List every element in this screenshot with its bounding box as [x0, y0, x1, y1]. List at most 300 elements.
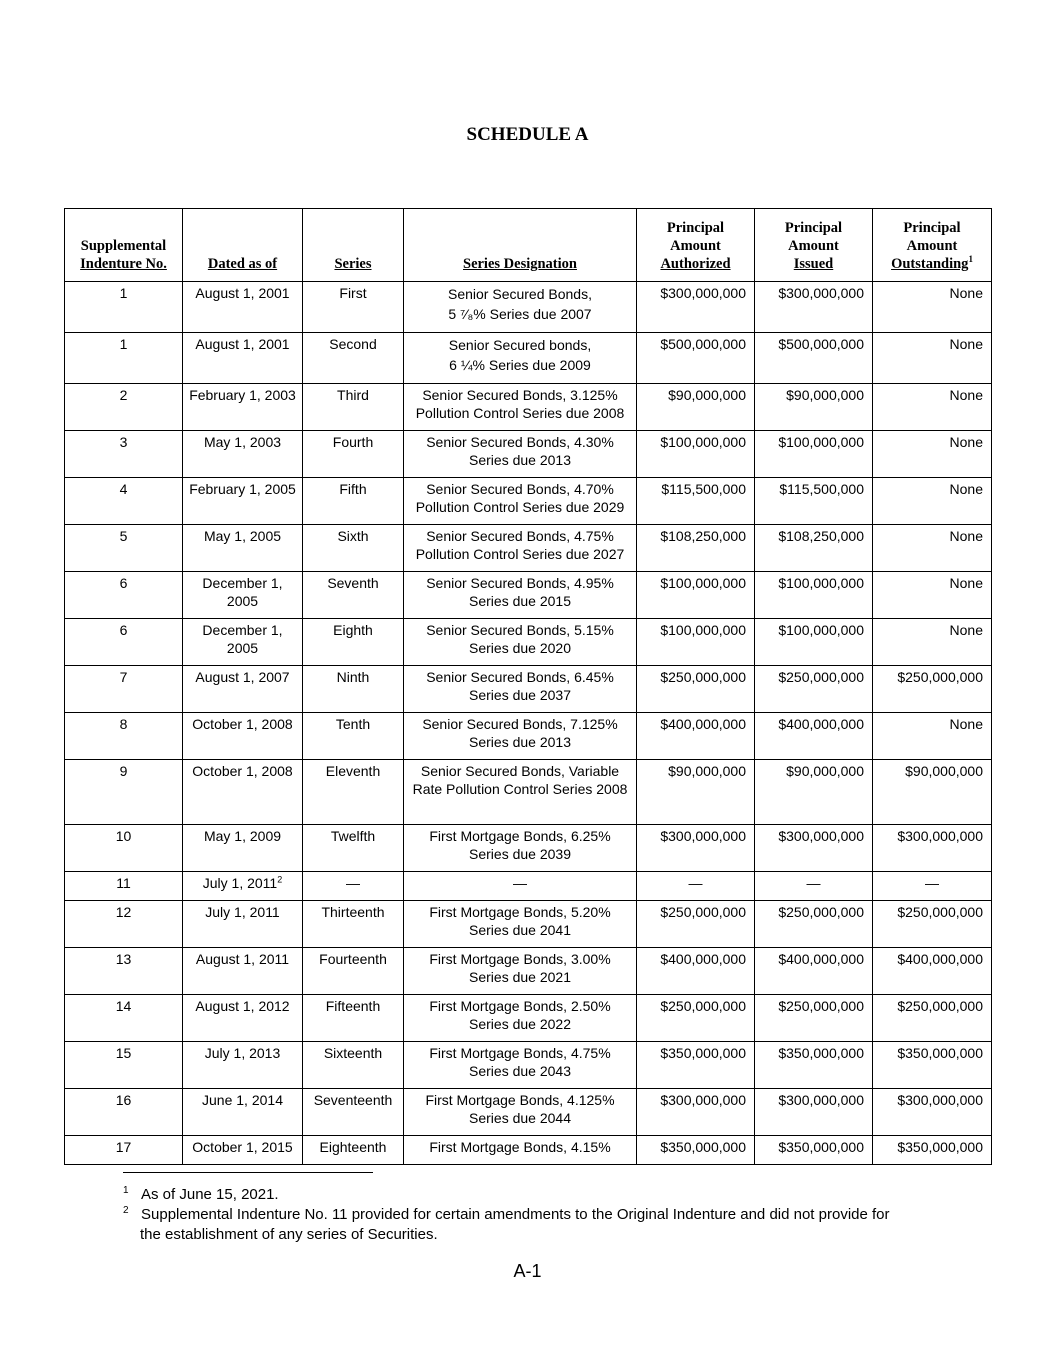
- cell-indenture-no: [65, 572, 183, 619]
- cell-dated-text: October 1, 2015: [192, 1139, 293, 1155]
- cell-amount-outstanding-text: $350,000,000: [897, 1139, 983, 1155]
- cell-amount-issued: [755, 1136, 873, 1165]
- cell-amount-authorized: [637, 872, 755, 901]
- cell-amount-outstanding-text: None: [949, 481, 983, 497]
- cell-amount-authorized: [637, 282, 755, 333]
- cell-designation: [404, 1089, 637, 1136]
- cell-amount-authorized-text: $100,000,000: [660, 434, 746, 450]
- cell-designation: [404, 948, 637, 995]
- cell-indenture-no-text: 12: [115, 904, 132, 920]
- cell-amount-issued: [755, 760, 873, 825]
- cell-amount-outstanding-text: $250,000,000: [897, 904, 983, 920]
- cell-indenture-no-text: 11: [116, 875, 131, 891]
- cell-designation: [404, 901, 637, 948]
- cell-series: [303, 384, 404, 431]
- cell-amount-authorized-text: $250,000,000: [660, 998, 746, 1014]
- cell-series-text: Second: [329, 336, 377, 352]
- cell-indenture-no-text: 3: [119, 434, 128, 450]
- table-row: [65, 666, 992, 713]
- cell-series: [303, 713, 404, 760]
- cell-series-text: Eighteenth: [319, 1139, 387, 1155]
- cell-dated-text: October 1, 2008: [192, 716, 293, 732]
- cell-amount-issued-text: $350,000,000: [778, 1045, 864, 1061]
- cell-amount-authorized: [637, 1136, 755, 1165]
- cell-series: [303, 872, 404, 901]
- cell-indenture-no: [65, 995, 183, 1042]
- cell-amount-outstanding-text: $300,000,000: [897, 828, 983, 844]
- cell-dated: [183, 1089, 303, 1136]
- cell-indenture-no: [65, 384, 183, 431]
- cell-amount-issued: [755, 825, 873, 872]
- cell-amount-authorized-text: $250,000,000: [660, 904, 746, 920]
- cell-designation-text: First Mortgage Bonds, 4.15%: [429, 1139, 611, 1155]
- cell-series-text: Seventeenth: [313, 1092, 393, 1108]
- cell-indenture-no-text: 16: [115, 1092, 132, 1108]
- cell-dated-text: May 1, 2009: [203, 828, 282, 844]
- cell-amount-authorized-text: $350,000,000: [660, 1139, 746, 1155]
- table-row: [65, 825, 992, 872]
- cell-amount-authorized: [637, 825, 755, 872]
- cell-amount-issued: [755, 478, 873, 525]
- cell-designation-text: Senior Secured Bonds, 4.70% Pollution Control Series due 2029: [415, 481, 625, 515]
- cell-designation: [404, 478, 637, 525]
- cell-designation-text: Senior Secured Bonds, 4.30% Series due 2013: [426, 434, 614, 468]
- cell-designation-text: —: [513, 875, 527, 891]
- cell-indenture-no: [65, 872, 183, 901]
- cell-dated: [183, 478, 303, 525]
- cell-indenture-no-text: 5: [119, 528, 128, 544]
- cell-amount-authorized: [637, 1089, 755, 1136]
- cell-amount-authorized: [637, 333, 755, 384]
- cell-indenture-no: [65, 1089, 183, 1136]
- cell-amount-outstanding-text: $300,000,000: [897, 1092, 983, 1108]
- cell-amount-authorized-text: $300,000,000: [660, 285, 746, 301]
- table-row: [65, 872, 992, 901]
- cell-amount-issued-text: —: [806, 875, 821, 891]
- cell-amount-authorized: [637, 525, 755, 572]
- cell-indenture-no: [65, 713, 183, 760]
- cell-amount-authorized: [637, 384, 755, 431]
- cell-amount-issued: [755, 995, 873, 1042]
- cell-series: [303, 760, 404, 825]
- table-row: [65, 572, 992, 619]
- cell-amount-outstanding-text: None: [949, 434, 983, 450]
- cell-amount-issued: [755, 1042, 873, 1089]
- header-series-label: Series: [334, 256, 372, 272]
- table-row: [65, 948, 992, 995]
- table-header-row: [65, 209, 992, 282]
- cell-amount-authorized: [637, 760, 755, 825]
- header-designation-label: Series Designation: [463, 256, 577, 272]
- cell-dated: [183, 525, 303, 572]
- cell-amount-authorized: [637, 948, 755, 995]
- cell-indenture-no-text: 13: [115, 951, 132, 967]
- cell-amount-authorized: [637, 431, 755, 478]
- cell-amount-authorized-text: $350,000,000: [660, 1045, 746, 1061]
- cell-amount-authorized: [637, 572, 755, 619]
- cell-indenture-no: [65, 1136, 183, 1165]
- cell-series-text: Thirteenth: [321, 904, 385, 920]
- header-issued-line3: Issued: [793, 256, 834, 272]
- cell-indenture-no-text: 10: [115, 828, 132, 844]
- cell-indenture-no-text: 6: [119, 622, 128, 638]
- cell-amount-issued-text: $350,000,000: [778, 1139, 864, 1155]
- cell-series: [303, 948, 404, 995]
- footnote-separator: [123, 1172, 373, 1173]
- cell-amount-outstanding: [873, 431, 992, 478]
- table-row: [65, 1136, 992, 1165]
- cell-series: [303, 825, 404, 872]
- cell-amount-outstanding: [873, 760, 992, 825]
- cell-amount-outstanding: [873, 825, 992, 872]
- cell-designation: [404, 995, 637, 1042]
- cell-series-text: Sixteenth: [323, 1045, 383, 1061]
- table-row: [65, 1042, 992, 1089]
- cell-designation-text: Senior Secured Bonds, 5.15% Series due 2020: [426, 622, 614, 656]
- header-indenture-no: [65, 209, 183, 282]
- cell-series: [303, 1136, 404, 1165]
- cell-series: [303, 478, 404, 525]
- cell-amount-authorized: [637, 619, 755, 666]
- cell-indenture-no: [65, 1042, 183, 1089]
- schedule-title: SCHEDULE A: [466, 124, 589, 145]
- cell-indenture-no-text: 9: [119, 763, 128, 779]
- cell-series-text: Tenth: [335, 716, 371, 732]
- table-row: [65, 901, 992, 948]
- cell-designation: [404, 825, 637, 872]
- cell-dated: [183, 1042, 303, 1089]
- cell-series-text: Third: [337, 387, 369, 403]
- cell-amount-outstanding: [873, 572, 992, 619]
- cell-dated-text: February 1, 2005: [189, 481, 296, 497]
- cell-amount-issued: [755, 666, 873, 713]
- cell-series: [303, 666, 404, 713]
- cell-dated: [183, 948, 303, 995]
- cell-indenture-no: [65, 619, 183, 666]
- cell-indenture-no-text: 4: [119, 481, 128, 497]
- cell-dated-text: May 1, 2003: [203, 434, 282, 450]
- cell-dated-text: July 1, 2011: [205, 904, 280, 920]
- cell-amount-issued-text: $115,500,000: [779, 481, 864, 497]
- cell-designation-text: First Mortgage Bonds, 3.00% Series due 2021: [429, 951, 611, 985]
- table-row: [65, 384, 992, 431]
- cell-amount-outstanding: [873, 384, 992, 431]
- cell-amount-authorized-text: $100,000,000: [660, 622, 746, 638]
- cell-dated-text: December 1, 2005: [202, 575, 283, 609]
- cell-indenture-no-text: 6: [119, 575, 128, 591]
- table-row: [65, 478, 992, 525]
- cell-series-text: Ninth: [336, 669, 370, 685]
- cell-indenture-no-text: 17: [115, 1139, 132, 1155]
- cell-amount-issued-text: $90,000,000: [786, 387, 864, 403]
- cell-amount-authorized: [637, 478, 755, 525]
- cell-dated-text: October 1, 2008: [192, 763, 293, 779]
- cell-indenture-no: [65, 666, 183, 713]
- cell-amount-outstanding-text: None: [949, 528, 983, 544]
- cell-designation-line2: 6 ¼% Series due 2009: [449, 357, 591, 373]
- cell-designation: [404, 713, 637, 760]
- cell-amount-issued-text: $100,000,000: [778, 575, 864, 591]
- cell-amount-authorized-text: $90,000,000: [668, 387, 746, 403]
- table-row: [65, 1089, 992, 1136]
- cell-designation-text: Senior Secured Bonds, 3.125% Pollution Control Series due 2008: [415, 387, 625, 421]
- cell-amount-outstanding-text: None: [949, 716, 983, 732]
- cell-designation-text: Senior Secured Bonds, 4.75% Pollution Control Series due 2027: [415, 528, 625, 562]
- cell-amount-authorized: [637, 995, 755, 1042]
- table-row: [65, 333, 992, 384]
- header-issued-line2: Amount: [788, 238, 839, 254]
- cell-dated-text: August 1, 2012: [195, 998, 290, 1014]
- cell-amount-outstanding-text: None: [949, 336, 983, 352]
- page-number: A-1: [513, 1261, 542, 1281]
- cell-amount-outstanding: [873, 282, 992, 333]
- cell-indenture-no: [65, 901, 183, 948]
- cell-amount-authorized-text: —: [688, 875, 703, 891]
- cell-dated: [183, 995, 303, 1042]
- cell-designation: [404, 333, 637, 384]
- cell-amount-authorized-text: $400,000,000: [660, 951, 746, 967]
- cell-series: [303, 525, 404, 572]
- cell-series-text: Fourth: [332, 434, 374, 450]
- cell-amount-outstanding: [873, 948, 992, 995]
- cell-designation: [404, 1042, 637, 1089]
- cell-designation: [404, 619, 637, 666]
- cell-amount-outstanding: [873, 666, 992, 713]
- cell-amount-outstanding: [873, 525, 992, 572]
- table-row: [65, 431, 992, 478]
- cell-dated-text: July 1, 2013: [204, 1045, 281, 1061]
- cell-designation-text: Senior Secured Bonds, 6.45% Series due 2037: [426, 669, 614, 703]
- cell-dated-text: June 1, 2014: [202, 1092, 283, 1108]
- table-row: [65, 995, 992, 1042]
- cell-designation: [404, 872, 637, 901]
- cell-series-text: —: [346, 875, 360, 891]
- cell-amount-authorized-text: $500,000,000: [660, 336, 746, 352]
- cell-series: [303, 333, 404, 384]
- cell-amount-authorized-text: $108,250,000: [660, 528, 746, 544]
- cell-amount-outstanding: [873, 995, 992, 1042]
- cell-series-text: Eighth: [333, 622, 373, 638]
- cell-amount-authorized-text: $90,000,000: [668, 763, 746, 779]
- cell-amount-authorized-text: $115,500,000: [661, 481, 746, 497]
- cell-amount-authorized-text: $300,000,000: [660, 1092, 746, 1108]
- cell-amount-outstanding-text: $250,000,000: [897, 669, 983, 685]
- cell-amount-outstanding: [873, 1042, 992, 1089]
- cell-series-text: First: [339, 285, 367, 301]
- cell-designation-text: Senior Secured Bonds, 7.125% Series due 2013: [422, 716, 618, 750]
- cell-indenture-no-text: 1: [119, 336, 128, 352]
- cell-amount-issued-text: $250,000,000: [778, 904, 864, 920]
- header-amount-authorized: [637, 209, 755, 282]
- cell-amount-outstanding-text: None: [949, 387, 983, 403]
- cell-amount-outstanding: [873, 901, 992, 948]
- cell-indenture-no: [65, 760, 183, 825]
- cell-series: [303, 282, 404, 333]
- cell-amount-issued: [755, 572, 873, 619]
- header-dated-as-of: [183, 209, 303, 282]
- cell-indenture-no: [65, 948, 183, 995]
- cell-dated-text: August 1, 2007: [195, 669, 290, 685]
- table-row: [65, 713, 992, 760]
- cell-series: [303, 431, 404, 478]
- cell-dated: [183, 384, 303, 431]
- cell-series-text: Fifth: [339, 481, 367, 497]
- cell-dated-text: December 1, 2005: [202, 622, 283, 656]
- cell-dated: [183, 872, 303, 901]
- cell-series: [303, 572, 404, 619]
- cell-designation: [404, 431, 637, 478]
- cell-amount-outstanding: [873, 872, 992, 901]
- cell-designation: [404, 384, 637, 431]
- table-body: [65, 282, 992, 1165]
- cell-amount-issued: [755, 333, 873, 384]
- cell-series: [303, 619, 404, 666]
- cell-amount-issued: [755, 872, 873, 901]
- cell-dated: [183, 666, 303, 713]
- cell-designation-text: First Mortgage Bonds, 2.50% Series due 2022: [429, 998, 611, 1032]
- cell-dated: [183, 572, 303, 619]
- cell-amount-outstanding-text: None: [949, 285, 983, 301]
- cell-dated-text: May 1, 2005: [203, 528, 282, 544]
- cell-amount-issued: [755, 619, 873, 666]
- cell-amount-issued: [755, 282, 873, 333]
- footnote-2-text: Supplemental Indenture No. 11 provided for certain amendments to the Original Indenture and did not provide for: [141, 1206, 890, 1223]
- cell-amount-outstanding-text: None: [949, 575, 983, 591]
- cell-amount-issued-text: $300,000,000: [778, 285, 864, 301]
- cell-amount-authorized: [637, 901, 755, 948]
- table-row: [65, 525, 992, 572]
- cell-series: [303, 901, 404, 948]
- cell-dated: [183, 431, 303, 478]
- table-row: [65, 282, 992, 333]
- cell-amount-issued-text: $250,000,000: [778, 998, 864, 1014]
- cell-dated: [183, 333, 303, 384]
- cell-amount-authorized-text: $300,000,000: [660, 828, 746, 844]
- cell-designation-line2: 5 ⁷⁄₈% Series due 2007: [448, 306, 592, 322]
- header-authorized-line3: Authorized: [660, 256, 731, 272]
- cell-amount-outstanding-text: —: [925, 875, 939, 891]
- cell-amount-outstanding-text: None: [949, 622, 983, 638]
- cell-indenture-no: [65, 431, 183, 478]
- cell-series-text: Seventh: [327, 575, 379, 591]
- footnote-1-text: As of June 15, 2021.: [141, 1186, 279, 1203]
- cell-dated: [183, 1136, 303, 1165]
- cell-amount-issued-text: $90,000,000: [786, 763, 864, 779]
- cell-amount-authorized-text: $250,000,000: [660, 669, 746, 685]
- cell-indenture-no-text: 7: [119, 669, 128, 685]
- footnote-ref-2: 2: [277, 874, 283, 885]
- cell-amount-issued: [755, 901, 873, 948]
- footnote-2-text-continued: the establishment of any series of Securities.: [140, 1226, 438, 1243]
- cell-indenture-no: [65, 333, 183, 384]
- cell-dated-text: July 1, 2011: [202, 875, 278, 891]
- cell-amount-issued-text: $250,000,000: [778, 669, 864, 685]
- cell-amount-authorized: [637, 1042, 755, 1089]
- cell-dated-text: August 1, 2011: [195, 951, 290, 967]
- cell-indenture-no: [65, 478, 183, 525]
- header-indenture-line2: Indenture No.: [80, 256, 167, 272]
- cell-designation-text: Senior Secured Bonds,: [448, 286, 592, 302]
- cell-indenture-no-text: 8: [119, 716, 128, 732]
- header-series: [303, 209, 404, 282]
- cell-designation: [404, 666, 637, 713]
- cell-amount-outstanding: [873, 713, 992, 760]
- cell-designation-text: First Mortgage Bonds, 4.75% Series due 2043: [429, 1045, 611, 1079]
- footnote-2: [123, 1201, 953, 1245]
- cell-amount-issued: [755, 525, 873, 572]
- cell-amount-authorized: [637, 666, 755, 713]
- cell-designation-text: Senior Secured Bonds, 4.95% Series due 2015: [426, 575, 614, 609]
- cell-designation: [404, 525, 637, 572]
- cell-series-text: Fourteenth: [319, 951, 387, 967]
- table-row: [65, 760, 992, 825]
- cell-amount-issued-text: $300,000,000: [778, 1092, 864, 1108]
- cell-dated-text: August 1, 2001: [195, 336, 290, 352]
- cell-amount-issued-text: $400,000,000: [778, 951, 864, 967]
- cell-series-text: Eleventh: [325, 763, 381, 779]
- cell-indenture-no: [65, 525, 183, 572]
- header-authorized-line2: Amount: [670, 238, 721, 254]
- cell-indenture-no-text: 14: [115, 998, 132, 1014]
- cell-amount-outstanding: [873, 333, 992, 384]
- cell-designation-text: Senior Secured bonds,: [448, 337, 592, 353]
- cell-series-text: Fifteenth: [325, 998, 381, 1014]
- cell-dated: [183, 901, 303, 948]
- cell-indenture-no: [65, 282, 183, 333]
- cell-designation: [404, 282, 637, 333]
- header-outstanding-line3: Outstanding: [891, 256, 969, 272]
- header-indenture-line1: Supplemental: [80, 238, 167, 254]
- cell-designation-text: Senior Secured Bonds, Variable Rate Pollution Control Series 2008: [412, 763, 628, 797]
- footnote-1-mark: 1: [123, 1185, 129, 1196]
- header-authorized-line1: Principal: [666, 220, 725, 236]
- cell-series-text: Twelfth: [330, 828, 376, 844]
- cell-amount-outstanding-text: $90,000,000: [905, 763, 983, 779]
- header-series-designation: [404, 209, 637, 282]
- cell-indenture-no-text: 15: [115, 1045, 132, 1061]
- cell-amount-issued-text: $108,250,000: [778, 528, 864, 544]
- table-row: [65, 619, 992, 666]
- header-outstanding-line2: Amount: [906, 238, 958, 254]
- cell-designation: [404, 760, 637, 825]
- cell-amount-authorized-text: $100,000,000: [660, 575, 746, 591]
- header-issued-line1: Principal: [784, 220, 843, 236]
- cell-series: [303, 995, 404, 1042]
- cell-amount-outstanding: [873, 478, 992, 525]
- cell-amount-issued: [755, 431, 873, 478]
- cell-series: [303, 1089, 404, 1136]
- cell-series-text: Sixth: [337, 528, 369, 544]
- header-outstanding-line3-wrap: [875, 255, 989, 273]
- cell-amount-authorized: [637, 713, 755, 760]
- cell-indenture-no: [65, 825, 183, 872]
- cell-designation-text: First Mortgage Bonds, 5.20% Series due 2041: [429, 904, 611, 938]
- header-amount-outstanding: [873, 209, 992, 282]
- cell-designation-text: First Mortgage Bonds, 4.125% Series due 2044: [425, 1092, 615, 1126]
- schedule-table: [64, 208, 992, 1165]
- cell-amount-outstanding-text: $250,000,000: [897, 998, 983, 1014]
- header-dated-label: Dated as of: [207, 256, 278, 272]
- cell-amount-issued: [755, 948, 873, 995]
- cell-amount-outstanding-text: $400,000,000: [897, 951, 983, 967]
- cell-dated: [183, 619, 303, 666]
- cell-dated: [183, 760, 303, 825]
- cell-indenture-no-text: 1: [119, 285, 128, 301]
- cell-dated: [183, 713, 303, 760]
- cell-amount-outstanding: [873, 619, 992, 666]
- cell-amount-issued-text: $300,000,000: [778, 828, 864, 844]
- cell-amount-issued: [755, 713, 873, 760]
